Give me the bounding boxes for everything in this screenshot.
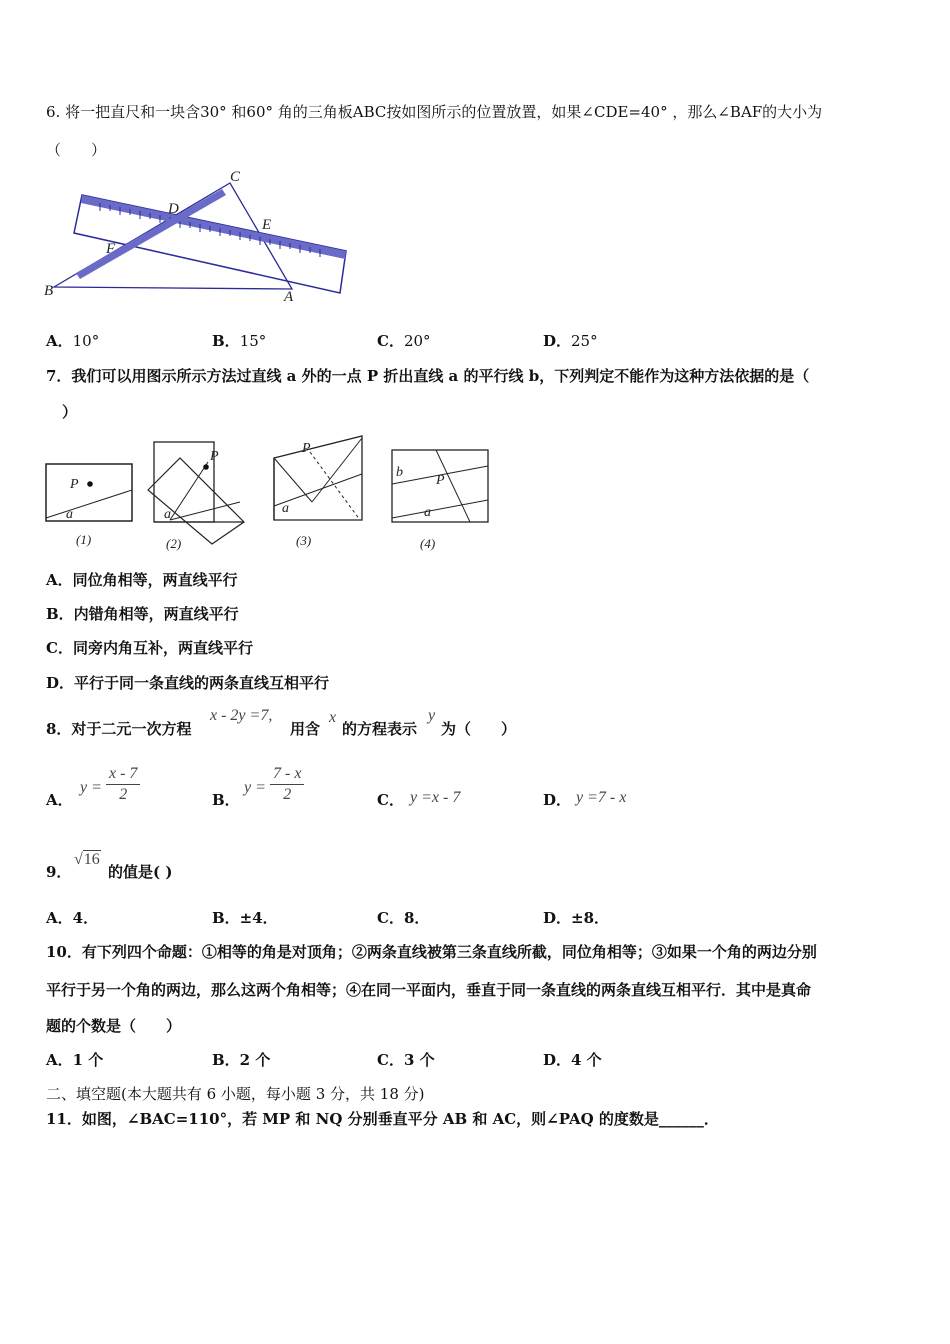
q11-stem: 11．如图，∠BAC=110°，若 MP 和 NQ 分别垂直平分 AB 和 AC，则∠PAQ 的度数是______． <box>46 1110 719 1128</box>
q7-option-b[interactable]: B．内错角相等，两直线平行 <box>46 605 239 623</box>
svg-text:b: b <box>396 465 403 480</box>
q6-label-A: A <box>284 289 294 305</box>
section2-title: 二、填空题(本大题共有 6 小题，每小题 3 分，共 18 分) <box>46 1085 425 1103</box>
q7-caption-4: (4) <box>420 536 436 551</box>
q10-option-d[interactable]: D．4 个 <box>543 1051 602 1069</box>
q9-option-d[interactable]: D．±8． <box>543 909 610 927</box>
q6-label-F: F <box>106 241 116 257</box>
q8-var-x: x <box>329 709 337 726</box>
q6-figure <box>40 165 360 305</box>
q6-option-c[interactable]: C．20° <box>377 332 431 350</box>
svg-text:a: a <box>164 507 171 522</box>
svg-text:P: P <box>436 473 445 488</box>
q8-option-c[interactable]: C． <box>377 791 404 809</box>
q10-stem-line3: 题的个数是（ ） <box>46 1017 182 1035</box>
q7-figure-3 <box>274 436 362 548</box>
q6-option-b[interactable]: B．15° <box>212 332 267 350</box>
q8-option-b-lhs: y = <box>244 779 266 796</box>
q10-option-c[interactable]: C．3 个 <box>377 1051 435 1069</box>
q6-stem-line1: 6. 将一把直尺和一块含30° 和60° 角的三角板ABC按如图所示的位置放置，如果∠CDE=40° ，那么∠BAF的大小为 <box>46 103 823 121</box>
q7-figures <box>40 430 500 555</box>
q8-var-y: y <box>428 707 436 724</box>
q7-option-c[interactable]: C．同旁内角互补，两直线平行 <box>46 639 253 657</box>
svg-text:P: P <box>210 449 219 464</box>
q8-option-a-lhs: y = <box>80 779 102 796</box>
svg-text:a: a <box>66 507 73 522</box>
q6-label-B: B <box>44 283 54 299</box>
q7-caption-2: (2) <box>166 536 182 551</box>
q7-stem-line2: ） <box>62 403 78 421</box>
q9-option-c[interactable]: C．8． <box>377 909 430 927</box>
q8-option-b-fraction: $\frac{7 - x}{2}$ <box>270 764 304 805</box>
q7-figure-2 <box>148 442 244 551</box>
q6-option-d[interactable]: D．25° <box>543 332 598 350</box>
q7-figure-4 <box>392 450 488 551</box>
sqrt-icon: √ <box>74 851 83 868</box>
q7-figure-1 <box>46 464 132 547</box>
q9-option-a[interactable]: A．4． <box>46 909 99 927</box>
q7-stem-line1: 7．我们可以用图示所示方法过直线 a 外的一点 P 折出直线 a 的平行线 b，下列判定不能作为这种方法依据的是（ <box>46 367 810 385</box>
q7-caption-3: (3) <box>296 533 312 548</box>
q8-stem-suffix: 为（ ） <box>441 720 517 738</box>
q6-option-a[interactable]: A．10° <box>46 332 100 350</box>
q8-option-b[interactable]: B． <box>212 791 240 809</box>
svg-text:P: P <box>70 477 79 492</box>
q10-option-a[interactable]: A．1 个 <box>46 1051 104 1069</box>
q6-label-D: D <box>168 201 179 217</box>
q8-option-c-expr: y =x - 7 <box>410 789 461 806</box>
q9-stem-suffix: 的值是( ) <box>108 863 173 881</box>
q8-option-d[interactable]: D． <box>543 791 572 809</box>
q9-radical: √16 <box>74 851 100 868</box>
svg-text:P: P <box>302 441 311 456</box>
q6-label-C: C <box>230 169 241 185</box>
svg-text:a: a <box>424 505 431 520</box>
q10-stem-line1: 10．有下列四个命题：①相等的角是对顶角；②两条直线被第三条直线所截，同位角相等；③如果一个角的两边分别 <box>46 943 817 961</box>
q6-stem-line2: （ ） <box>46 141 107 159</box>
q8-option-d-expr: y =7 - x <box>576 789 627 806</box>
q8-stem-mid: 用含 <box>290 720 321 738</box>
q8-option-a-fraction: $\frac{x - 7}{2}$ <box>106 764 140 805</box>
q6-label-E: E <box>262 217 272 233</box>
q7-option-a[interactable]: A．同位角相等，两直线平行 <box>46 571 238 589</box>
svg-text:a: a <box>282 501 289 516</box>
q8-stem-prefix: 8．对于二元一次方程 <box>46 720 192 738</box>
q8-equation: x - 2y =7, <box>210 707 273 724</box>
q10-option-b[interactable]: B．2 个 <box>212 1051 271 1069</box>
q7-caption-1: (1) <box>76 532 92 547</box>
q10-stem-line2: 平行于另一个角的两边，那么这两个角相等；④在同一平面内，垂直于同一条直线的两条直线互相平行．其中是真命 <box>46 981 812 999</box>
q9-number: 9． <box>46 863 72 881</box>
q8-option-a[interactable]: A． <box>46 791 73 809</box>
q9-option-b[interactable]: B．±4． <box>212 909 278 927</box>
q8-stem-mid2: 的方程表示 <box>342 720 418 738</box>
q7-option-d[interactable]: D．平行于同一条直线的两条直线互相平行 <box>46 674 330 692</box>
